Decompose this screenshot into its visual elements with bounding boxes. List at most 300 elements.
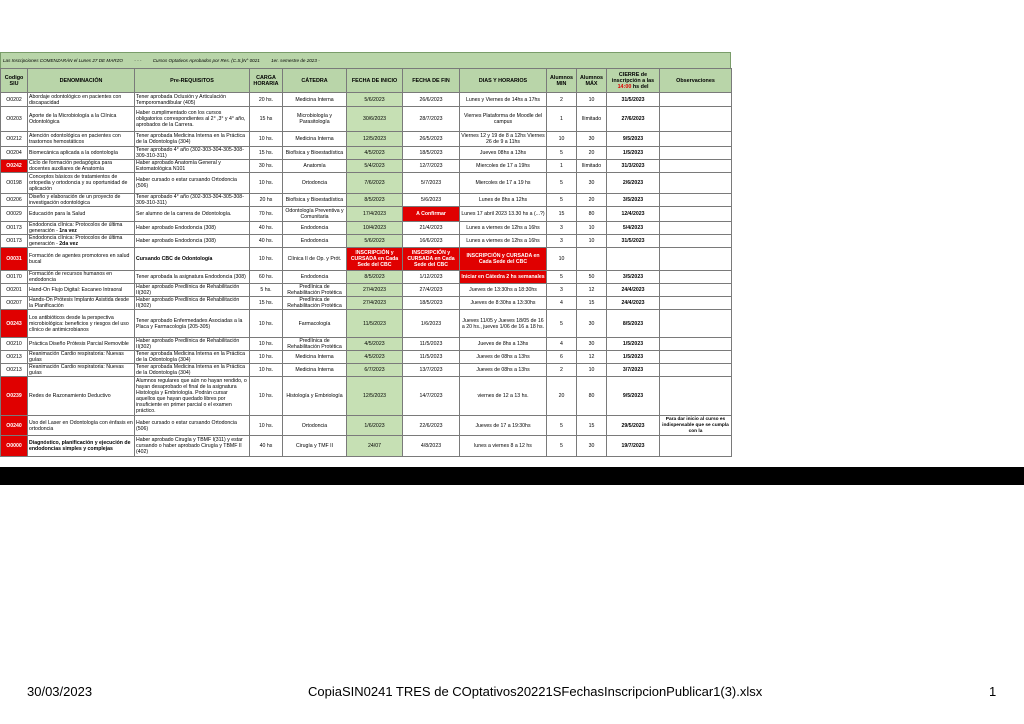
cell-prereq: Tener aprobada Medicina Interna en la Práctica de la Odontología (304) — [135, 364, 250, 377]
cell-min: 1 — [547, 160, 577, 173]
cell-prereq: Haber aprobado Anatomía General y Estomatológica N101 — [135, 160, 250, 173]
cell-codigo: O0204 — [1, 147, 28, 160]
header-inicio: FECHA DE INICIO — [347, 69, 403, 93]
cell-min: 3 — [547, 284, 577, 297]
header-obs: Observaciones — [660, 69, 732, 93]
cell-obs — [660, 147, 732, 160]
cell-dias: Jueves 11/05 y Jueves 18/05 de 16 a 20 hs., jueves 1/06 de 16 a 18 hs. — [460, 310, 547, 338]
cell-prereq: Tener aprobado 4° año (302-303-304-305-308-309-310-311) — [135, 147, 250, 160]
cell-denominacion: Redes de Razonamiento Deductivo — [28, 377, 135, 416]
cell-carga: 10 hs. — [250, 173, 283, 194]
cell-obs — [660, 436, 732, 457]
cell-catedra: Microbiología y Parasitología — [283, 107, 347, 132]
notice-bar — [0, 52, 731, 68]
cell-cierre: 1/5/2023 — [607, 147, 660, 160]
cell-cierre: 1/5/2023 — [607, 351, 660, 364]
cell-denominacion: Abordaje odontológico en pacientes con discapacidad — [28, 93, 135, 107]
cell-carga: 10 hs. — [250, 310, 283, 338]
cell-prereq: Haber aprobado Predlínica de Rehabilitación II(302) — [135, 297, 250, 310]
cell-dias: Jueves 08hs a 13hs — [460, 147, 547, 160]
notice-left: Las Inscripciones COMENZARÁN el Lunes 27 DE MARZO — [3, 58, 123, 63]
cell-carga: 10 hs. — [250, 338, 283, 351]
cell-inicio: 4/5/2023 — [347, 147, 403, 160]
cell-min: 4 — [547, 297, 577, 310]
cell-catedra: Ortodoncia — [283, 416, 347, 436]
cell-codigo: O0213 — [1, 364, 28, 377]
cell-inicio: 30/6/2023 — [347, 107, 403, 132]
cell-min: 3 — [547, 222, 577, 235]
cell-codigo: O0206 — [1, 194, 28, 207]
cell-codigo: O0201 — [1, 284, 28, 297]
cell-catedra: Medicina Interna — [283, 93, 347, 107]
cell-obs — [660, 297, 732, 310]
cell-codigo: O0000 — [1, 436, 28, 457]
cell-inicio: 17/4/2023 — [347, 207, 403, 222]
notice-middle: Cursos Optativos Aprobados por Res. (C.S.)N° 0021 — [152, 58, 260, 63]
table-body — [1, 93, 732, 457]
cell-denominacion: Atención odontológica en pacientes con trastornos hemostáticos — [28, 132, 135, 147]
cell-obs — [660, 222, 732, 235]
cell-cierre: 8/5/2023 — [607, 310, 660, 338]
cell-fin: 18/5/2023 — [403, 147, 460, 160]
cell-max: 80 — [577, 207, 607, 222]
cell-obs — [660, 364, 732, 377]
cell-prereq: Haber aprobado Endodoncia (308) — [135, 222, 250, 235]
cell-min: 5 — [547, 310, 577, 338]
page-footer — [0, 684, 1024, 704]
cell-codigo: O0207 — [1, 297, 28, 310]
table-row — [1, 132, 732, 147]
table-row — [1, 173, 732, 194]
cell-catedra: Predlínica de Rehabilitación Protética — [283, 338, 347, 351]
cell-inicio: 4/5/2023 — [347, 351, 403, 364]
cell-dias: Lunes a viernes de 12hs a 16hs — [460, 235, 547, 248]
cell-fin: 22/6/2023 — [403, 416, 460, 436]
cell-max: 30 — [577, 310, 607, 338]
cell-catedra: Predlínica de Rehabilitación Protética — [283, 284, 347, 297]
cell-min: 5 — [547, 271, 577, 284]
cell-catedra: Cirugía y TMF II — [283, 436, 347, 457]
cell-prereq: Haber aprobado Cirugía y TBMF I(311) y estar cursando o haber aprobado Cirugía y TBMF II (402) — [135, 436, 250, 457]
header-denominacion: DENOMINACIÓN — [28, 69, 135, 93]
header-carga: CARGA HORARIA — [250, 69, 283, 93]
cell-cierre: 31/3/2023 — [607, 160, 660, 173]
table-row — [1, 364, 732, 377]
cell-codigo: O0210 — [1, 338, 28, 351]
cell-fin: 5/7/2023 — [403, 173, 460, 194]
cell-min: 3 — [547, 235, 577, 248]
cell-catedra: Odontología Preventiva y Comunitaria — [283, 207, 347, 222]
cell-prereq: Haber aprobado Predlínica de Rehabilitación II(302) — [135, 338, 250, 351]
cell-dias: Lunes y Viernes de 14hs a 17hs — [460, 93, 547, 107]
cell-catedra: Ortodoncia — [283, 173, 347, 194]
cell-carga: 15 hs. — [250, 147, 283, 160]
cell-codigo: O0031 — [1, 248, 28, 271]
footer-page-number: 1 — [989, 684, 997, 699]
cell-cierre: 1/5/2023 — [607, 338, 660, 351]
footer-filename: CopiaSIN0241 TRES de COptativos20221SFechasInscripcionPublicar1(3).xlsx — [308, 684, 763, 699]
cell-carga: 10 hs. — [250, 364, 283, 377]
cell-inicio: 4/5/2023 — [347, 338, 403, 351]
table-row — [1, 338, 732, 351]
cell-max: 10 — [577, 235, 607, 248]
cell-max: 20 — [577, 147, 607, 160]
cell-denominacion: Uso del Laser en Odontología con énfasis en ortodoncia — [28, 416, 135, 436]
cell-max: Ilimitado — [577, 160, 607, 173]
cell-dias: Lunes de 8hs a 12hs — [460, 194, 547, 207]
cell-prereq: Tener aprobada Medicina Interna en la Práctica de la Odontología (304) — [135, 132, 250, 147]
cell-catedra: Predlínica de Rehabilitación Protética — [283, 297, 347, 310]
cell-obs — [660, 351, 732, 364]
cell-max: 12 — [577, 284, 607, 297]
cell-fin: 1/12/2023 — [403, 271, 460, 284]
cell-min: 10 — [547, 248, 577, 271]
cell-dias: Viernes Plataforma de Moodle del campus — [460, 107, 547, 132]
cell-denominacion: Reanimación Cardio respiratoria: Nuevas guías — [28, 364, 135, 377]
cell-catedra: Endodoncia — [283, 222, 347, 235]
cell-carga: 10 hs. — [250, 132, 283, 147]
header-max: Alumnos MÁX — [577, 69, 607, 93]
table-row — [1, 284, 732, 297]
cell-obs — [660, 248, 732, 271]
table-row — [1, 235, 732, 248]
table-row — [1, 416, 732, 436]
cell-cierre: 5/4/2023 — [607, 222, 660, 235]
cell-carga: 40 hs. — [250, 235, 283, 248]
cell-obs — [660, 207, 732, 222]
cell-inicio: 1/6/2023 — [347, 416, 403, 436]
table-row — [1, 436, 732, 457]
cell-carga: 70 hs. — [250, 207, 283, 222]
cell-inicio: 8/5/2023 — [347, 194, 403, 207]
cell-prereq: Haber aprobado Predlínica de Rehabilitación II(302) — [135, 284, 250, 297]
cell-codigo: O0240 — [1, 416, 28, 436]
cell-denominacion-edition: 1ra vez — [59, 228, 77, 234]
cell-denominacion: Hands-On Prótesis Implanto Asistida desde la Planificación — [28, 297, 135, 310]
cell-codigo: O0242 — [1, 160, 28, 173]
cell-obs — [660, 132, 732, 147]
cell-carga: 15 hs — [250, 107, 283, 132]
cell-min: 2 — [547, 93, 577, 107]
cell-dias: Lunes 17 abril 2023 13.30 hs a (...?) — [460, 207, 547, 222]
cell-denominacion: Educación para la Salud — [28, 207, 135, 222]
cell-catedra: Endodoncia — [283, 271, 347, 284]
cell-codigo: O0173 — [1, 235, 28, 248]
cell-fin: 14/7/2023 — [403, 377, 460, 416]
table-row — [1, 271, 732, 284]
cell-inicio: 8/5/2023 — [347, 271, 403, 284]
cell-dias: lunes a viernes 8 a 12 hs — [460, 436, 547, 457]
header-dias: DIAS Y HORARIOS — [460, 69, 547, 93]
cell-denominacion: Práctica Diseño Prótesis Parcial Removible — [28, 338, 135, 351]
cell-prereq: Tener aprobado 4° año (302-303-304-305-308-309-310-311) — [135, 194, 250, 207]
cell-min: 10 — [547, 132, 577, 147]
cell-min: 4 — [547, 338, 577, 351]
cell-min: 5 — [547, 147, 577, 160]
cell-carga: 10 hs. — [250, 351, 283, 364]
cell-inicio: 12/5/2023 — [347, 377, 403, 416]
cell-denominacion — [28, 222, 135, 235]
cell-codigo: O0212 — [1, 132, 28, 147]
header-codigo: Codigo SIU — [1, 69, 28, 93]
cell-max: 50 — [577, 271, 607, 284]
cell-carga: 10 hs. — [250, 416, 283, 436]
cell-obs — [660, 160, 732, 173]
cell-prereq: Ser alumno de la carrera de Odontología. — [135, 207, 250, 222]
cell-fin: 4/8/2023 — [403, 436, 460, 457]
cell-fin: 11/5/2023 — [403, 338, 460, 351]
cell-obs — [660, 107, 732, 132]
cell-min: 2 — [547, 364, 577, 377]
table-row — [1, 207, 732, 222]
cell-codigo: O0243 — [1, 310, 28, 338]
cell-max: 12 — [577, 351, 607, 364]
cell-min: 5 — [547, 416, 577, 436]
cell-inicio: 6/7/2023 — [347, 364, 403, 377]
table-row — [1, 297, 732, 310]
cell-obs — [660, 271, 732, 284]
cell-dias: Viernes 12 y 19 de 8 a 12hs Viernes 26 de 9 a 11hs — [461, 133, 545, 145]
cell-dias: Iniciar en Cátedra 2 hs semanales — [460, 271, 547, 284]
cell-prereq: Cursando CBC de Odontología — [135, 248, 250, 271]
header-cierre — [607, 69, 660, 93]
cell-carga: 10 hs. — [250, 377, 283, 416]
cell-max: Ilimitado — [577, 107, 607, 132]
cell-obs — [660, 235, 732, 248]
cell-inicio: INSCRIPCIÓN y CURSADA en Cada Sede del CBC — [347, 248, 403, 271]
cell-denominacion: Formación de agentes promotores en salud bucal — [28, 248, 135, 271]
cell-inicio: 5/6/2023 — [347, 93, 403, 107]
spreadsheet — [0, 52, 731, 457]
cell-dias: Miercoles de 17 a 19 hs — [460, 173, 547, 194]
cell-dias: Jueves de 8:30hs a 13:30hs — [460, 297, 547, 310]
cell-prereq: Alumnos regulares que aún no hayan rendido, o hayan desaprobado el final de la asignatura Histología y Embriología. Podrán cursar aquellos que hayan quedado libres por insuficiente en primer parcial o el examen práctico. — [135, 377, 250, 416]
cell-cierre: 9/5/2023 — [607, 377, 660, 416]
cell-codigo: O0203 — [1, 107, 28, 132]
table-row — [1, 377, 732, 416]
cell-catedra: Biofísica y Bioestadística — [283, 147, 347, 160]
cell-min: 5 — [547, 194, 577, 207]
cell-catedra: Farmacología — [283, 310, 347, 338]
cell-inicio: 11/5/2023 — [347, 310, 403, 338]
cell-cierre: 2/6/2023 — [607, 173, 660, 194]
cell-max: 30 — [577, 132, 607, 147]
cell-catedra: Medicina Interna — [283, 364, 347, 377]
cell-obs — [660, 194, 732, 207]
cell-carga: 40 hs. — [250, 222, 283, 235]
cell-fin: 16/6/2023 — [403, 235, 460, 248]
header-prereq: Pre-REQUISITOS — [135, 69, 250, 93]
cell-inicio: 10/4/2023 — [347, 222, 403, 235]
cell-max: 10 — [577, 222, 607, 235]
cell-max: 10 — [577, 93, 607, 107]
cell-fin: 12/7/2023 — [403, 160, 460, 173]
cell-denominacion: Biomecánica aplicada a la odontología — [28, 147, 135, 160]
table-row — [1, 248, 732, 271]
cell-denominacion: Diseño y elaboración de un proyecto de investigación odontológica — [28, 194, 135, 207]
cell-inicio: 12/5/2023 — [347, 132, 403, 147]
cell-max: 80 — [577, 377, 607, 416]
cell-carga: 20 hs. — [250, 93, 283, 107]
cell-denominacion: Ciclo de formación pedagógica para docentes auxiliares de Anatomía — [28, 160, 135, 173]
cell-cierre: 31/5/2023 — [607, 235, 660, 248]
cell-min: 15 — [547, 207, 577, 222]
header-fin: FECHA DE FIN — [403, 69, 460, 93]
header-cierre-hora: 14:00 — [617, 83, 632, 90]
table-row — [1, 310, 732, 338]
cell-min: 6 — [547, 351, 577, 364]
cell-inicio: 27/4/2023 — [347, 284, 403, 297]
cell-dias: Lunes a viernes de 12hs a 16hs — [460, 222, 547, 235]
cell-obs — [660, 338, 732, 351]
cell-dias: Jueves de 17 a 19:30hs — [460, 416, 547, 436]
cell-cierre: 24/4/2023 — [607, 284, 660, 297]
cell-catedra: Anatomía — [283, 160, 347, 173]
cell-prereq: Tener aprobado Enfermedades Asociadas a la Placa y Farmacología (205-305) — [135, 310, 250, 338]
cell-cierre: 12/4/2023 — [607, 207, 660, 222]
cell-fin: 27/4/2023 — [403, 284, 460, 297]
cell-codigo: O0239 — [1, 377, 28, 416]
cell-denominacion: Reanimación Cardio respiratoria: Nuevas guías — [28, 351, 135, 364]
cell-fin: 1/6/2023 — [403, 310, 460, 338]
cell-carga: 40 hs — [250, 436, 283, 457]
cell-denominacion-edition: 2da vez — [59, 241, 79, 247]
footer-date: 30/03/2023 — [27, 684, 93, 699]
cell-obs — [660, 93, 732, 107]
cell-catedra: Endodoncia — [283, 235, 347, 248]
cell-dias: Jueves de 08hs a 13hs — [460, 351, 547, 364]
header-row — [1, 69, 732, 93]
cell-codigo: O0173 — [1, 222, 28, 235]
cell-dias: Miercoles de 17 a 19hs — [460, 160, 547, 173]
cell-catedra: Biofísica y Bioestadística — [283, 194, 347, 207]
cell-cierre — [607, 248, 660, 271]
cell-fin: 13/7/2023 — [403, 364, 460, 377]
cell-carga: 20 hs — [250, 194, 283, 207]
header-catedra: CÁTEDRA — [283, 69, 347, 93]
table-row — [1, 107, 732, 132]
table-row — [1, 222, 732, 235]
cell-codigo: O0202 — [1, 93, 28, 107]
table-row — [1, 93, 732, 107]
cell-obs — [660, 310, 732, 338]
cell-inicio: 27/4/2023 — [347, 297, 403, 310]
header-cierre-b: hs del — [632, 83, 649, 90]
cell-max: 30 — [577, 436, 607, 457]
cell-cierre: 31/5/2023 — [607, 93, 660, 107]
cell-fin: A Confirmar — [403, 207, 460, 222]
cell-obs: Para dar inicio al curso es indispensable que se cumpla con la — [660, 416, 732, 436]
cell-cierre: 3/5/2023 — [607, 271, 660, 284]
cell-carga: 60 hs. — [250, 271, 283, 284]
cell-obs — [660, 377, 732, 416]
cell-inicio: 7/6/2023 — [347, 173, 403, 194]
cell-catedra: Medicina Interna — [283, 132, 347, 147]
cell-inicio: 24/07 — [347, 436, 403, 457]
cell-min: 1 — [547, 107, 577, 132]
cell-min: 5 — [547, 436, 577, 457]
cell-cierre: 3/5/2023 — [607, 194, 660, 207]
cell-denominacion-text: Endodoncia clínica: Protocolos de última generación - — [29, 235, 123, 247]
cell-fin: 28/7/2023 — [403, 107, 460, 132]
cell-fin: 18/5/2023 — [403, 297, 460, 310]
cell-fin: 21/4/2023 — [403, 222, 460, 235]
cell-cierre: 24/4/2023 — [607, 297, 660, 310]
black-bar — [0, 467, 1024, 485]
cell-max: 30 — [577, 338, 607, 351]
cell-denominacion: Hand-On Flujo Digital: Escaneo Intraoral — [28, 284, 135, 297]
cell-catedra: Clínica II de Op. y Prót. — [283, 248, 347, 271]
cell-denominacion: Los antibióticos desde la perspectiva microbiológica: beneficios y riesgos del uso clínico de antimicrobianos — [28, 310, 135, 338]
cell-denominacion: Diagnóstico, planificación y ejecución de endodoncias simples y complejas — [28, 436, 135, 457]
cell-obs — [660, 173, 732, 194]
cell-prereq: Tener aprobada Oclusión y Articulación Temporomandibular (405) — [135, 93, 250, 107]
cell-dias: Jueves de 08hs a 13hs — [460, 364, 547, 377]
cell-max — [577, 248, 607, 271]
cell-cierre: 27/6/2023 — [607, 107, 660, 132]
cell-cierre: 29/5/2023 — [607, 416, 660, 436]
cell-catedra: Medicina Interna — [283, 351, 347, 364]
cell-max: 15 — [577, 416, 607, 436]
cell-denominacion: Formación de recursos humanos en endodoncia — [28, 271, 135, 284]
table-row — [1, 160, 732, 173]
cell-denominacion — [28, 235, 135, 248]
header-min: Alumnos MIN — [547, 69, 577, 93]
cell-inicio: 5/4/2023 — [347, 160, 403, 173]
cell-min: 20 — [547, 377, 577, 416]
cell-catedra: Histología y Embriología — [283, 377, 347, 416]
notice-dashes: - - - — [134, 58, 142, 63]
cell-dias: viernes de 12 a 13 hs. — [460, 377, 547, 416]
cell-obs — [660, 284, 732, 297]
cell-dias: Jueves de 8hs a 13hs — [460, 338, 547, 351]
cell-fin: 26/5/2023 — [403, 132, 460, 147]
cell-carga: 30 hs. — [250, 160, 283, 173]
cell-prereq: Haber aprobado Endodoncia (308) — [135, 235, 250, 248]
cell-fin: INSCRIPCIÓN y CURSADA en Cada Sede del CBC — [403, 248, 460, 271]
cell-denominacion-text: Endodoncia clínica: Protocolos de última generación - — [29, 222, 123, 234]
cell-min: 5 — [547, 173, 577, 194]
cell-cierre: 19/7/2023 — [607, 436, 660, 457]
notice-right: 1er. semestre de 2023 - — [271, 58, 320, 63]
header-cierre-a: CIERRE de inscripción a las — [611, 71, 655, 84]
cell-fin: 26/6/2023 — [403, 93, 460, 107]
cell-carga: 10 hs. — [250, 248, 283, 271]
cell-prereq: Haber cursado o estar cursando Ortodoncia (506) — [135, 416, 250, 436]
cell-cierre: 3/7/2023 — [607, 364, 660, 377]
cell-fin: 5/6/2023 — [403, 194, 460, 207]
cell-prereq: Tener aprobada la asignatura Endodoncia (308) — [135, 271, 250, 284]
cell-prereq: Tener aprobada Medicina Interna en la Práctica de la Odontología (304) — [135, 351, 250, 364]
table-row — [1, 147, 732, 160]
cell-max: 30 — [577, 173, 607, 194]
cell-carga: 15 hs. — [250, 297, 283, 310]
cell-fin: 11/5/2023 — [403, 351, 460, 364]
table-row — [1, 351, 732, 364]
cell-prereq: Haber cursado o estar cursando Ortodoncia (506) — [135, 173, 250, 194]
courses-table — [0, 68, 732, 457]
cell-max: 20 — [577, 194, 607, 207]
cell-carga: 5 hs. — [250, 284, 283, 297]
cell-inicio: 5/6/2023 — [347, 235, 403, 248]
cell-max: 10 — [577, 364, 607, 377]
cell-codigo: O0029 — [1, 207, 28, 222]
cell-dias: INSCRIPCIÓN y CURSADA en Cada Sede del CBC — [460, 248, 547, 271]
cell-codigo: O0213 — [1, 351, 28, 364]
cell-prereq: Haber cumplimentado con los cursos obligatorios correspondientes al 2° ,3° y 4° año, aprobados de la Carrera. — [135, 107, 250, 132]
cell-max: 15 — [577, 297, 607, 310]
cell-denominacion: Aporte de la Microbiología a la Clínica Odontológica — [28, 107, 135, 132]
